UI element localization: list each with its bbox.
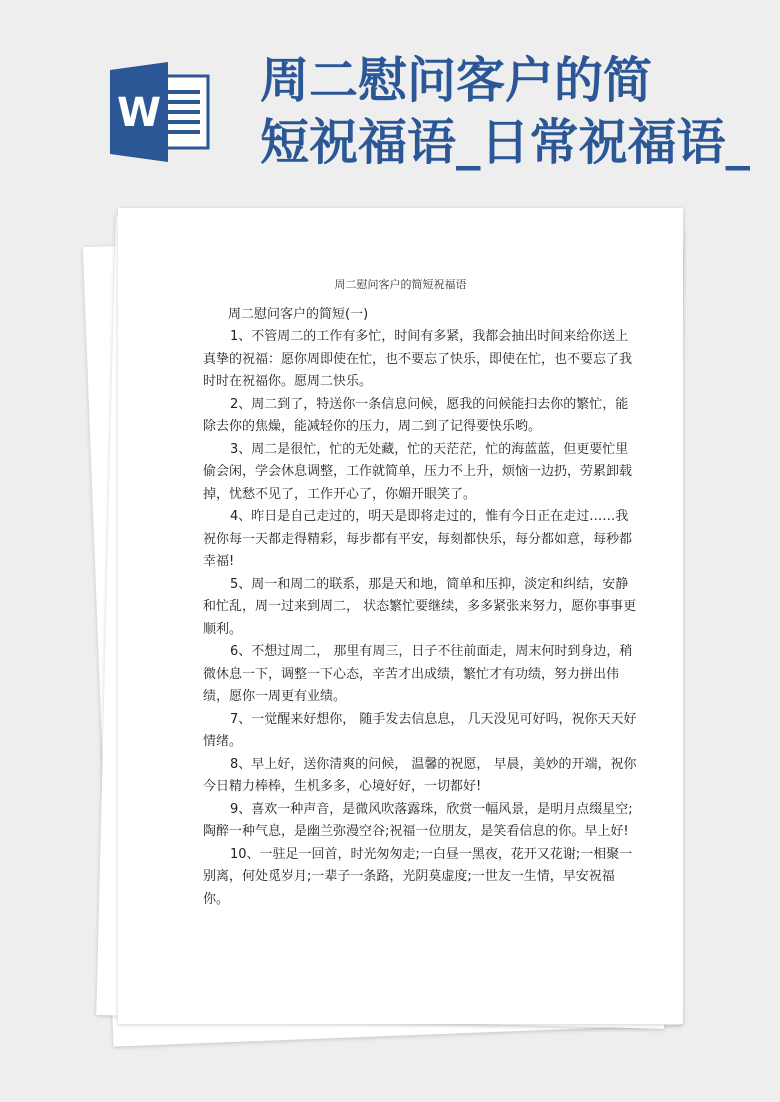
- document-subtitle: 周二慰问客户的简短(一): [228, 307, 369, 322]
- svg-text:W: W: [116, 90, 162, 136]
- paragraph: 7、一觉醒来好想你， 随手发去信息息， 几天没见可好吗，祝你天天好情绪。: [203, 711, 637, 749]
- header: [0, 0, 780, 200]
- title-line-1: 周二慰问客户的简: [260, 52, 653, 109]
- paragraph: 3、周二是很忙，忙的无处藏，忙的天茫茫，忙的海蓝蓝，但更要忙里偷会闲，学会休息调整，工作就简单，压力不上升，烦恼一边扔，劳累卸载掉，忧愁不见了，工作开心了，你媚开眼笑了。: [203, 441, 633, 502]
- document-page: [118, 208, 683, 1024]
- document-body: [203, 326, 638, 911]
- paragraph: 10、一驻足一回首，时光匆匆走;一白昼一黑夜，花开又花谢;一相聚一别离，何处觅岁月;一辈子一条路，光阴莫虚度;一世友一生情，早安祝福你。: [203, 846, 633, 907]
- paragraph: 5、周一和周二的联系，那是天和地，简单和压抑，淡定和纠结，安静和忙乱，周一过来到周二， 状态繁忙要继续，多多紧张来努力，愿你事事更顺利。: [203, 576, 637, 637]
- document-title: 周二慰问客户的简短祝福语: [334, 278, 467, 291]
- paragraph: 4、昨日是自己走过的，明天是即将走过的，惟有今日正在走过……我祝你每一天都走得精彩，每步都有平安，每刻都快乐，每分都如意，每秒都幸福!: [203, 509, 633, 569]
- paragraph: 1、不管周二的工作有多忙，时间有多紧，我都会抽出时间来给你送上真挚的祝福：愿你周即使在忙，也不要忘了快乐，即使在忙，也不要忘了我时时在祝福你。愿周二快乐。: [203, 329, 633, 389]
- word-icon: [110, 62, 210, 162]
- paragraph: 6、不想过周二， 那里有周三，日子不往前面走，周末何时到身边，稍微休息一下，调整一下心态，辛苦才出成绩，繁忙才有功绩，努力拼出伟绩，愿你一周更有业绩。: [203, 644, 633, 704]
- paragraph: 9、喜欢一种声音，是微风吹落露珠，欣赏一幅风景，是明月点缀星空;陶醉一种气息，是幽兰弥漫空谷;祝福一位朋友，是笑看信息的你。早上好!: [203, 801, 633, 839]
- paragraph: 8、早上好，送你清爽的问候， 温馨的祝愿， 早晨，美妙的开端，祝你今日精力棒棒，生机多多，心境好好，一切都好!: [203, 756, 637, 794]
- paragraph: 2、周二到了，特送你一条信息问候，愿我的问候能扫去你的繁忙，能除去你的焦燥，能减轻你的压力，周二到了记得要快乐哟。: [203, 396, 629, 434]
- page-title: [260, 50, 780, 174]
- title-line-2: 短祝福语_日常祝福语_: [260, 114, 751, 171]
